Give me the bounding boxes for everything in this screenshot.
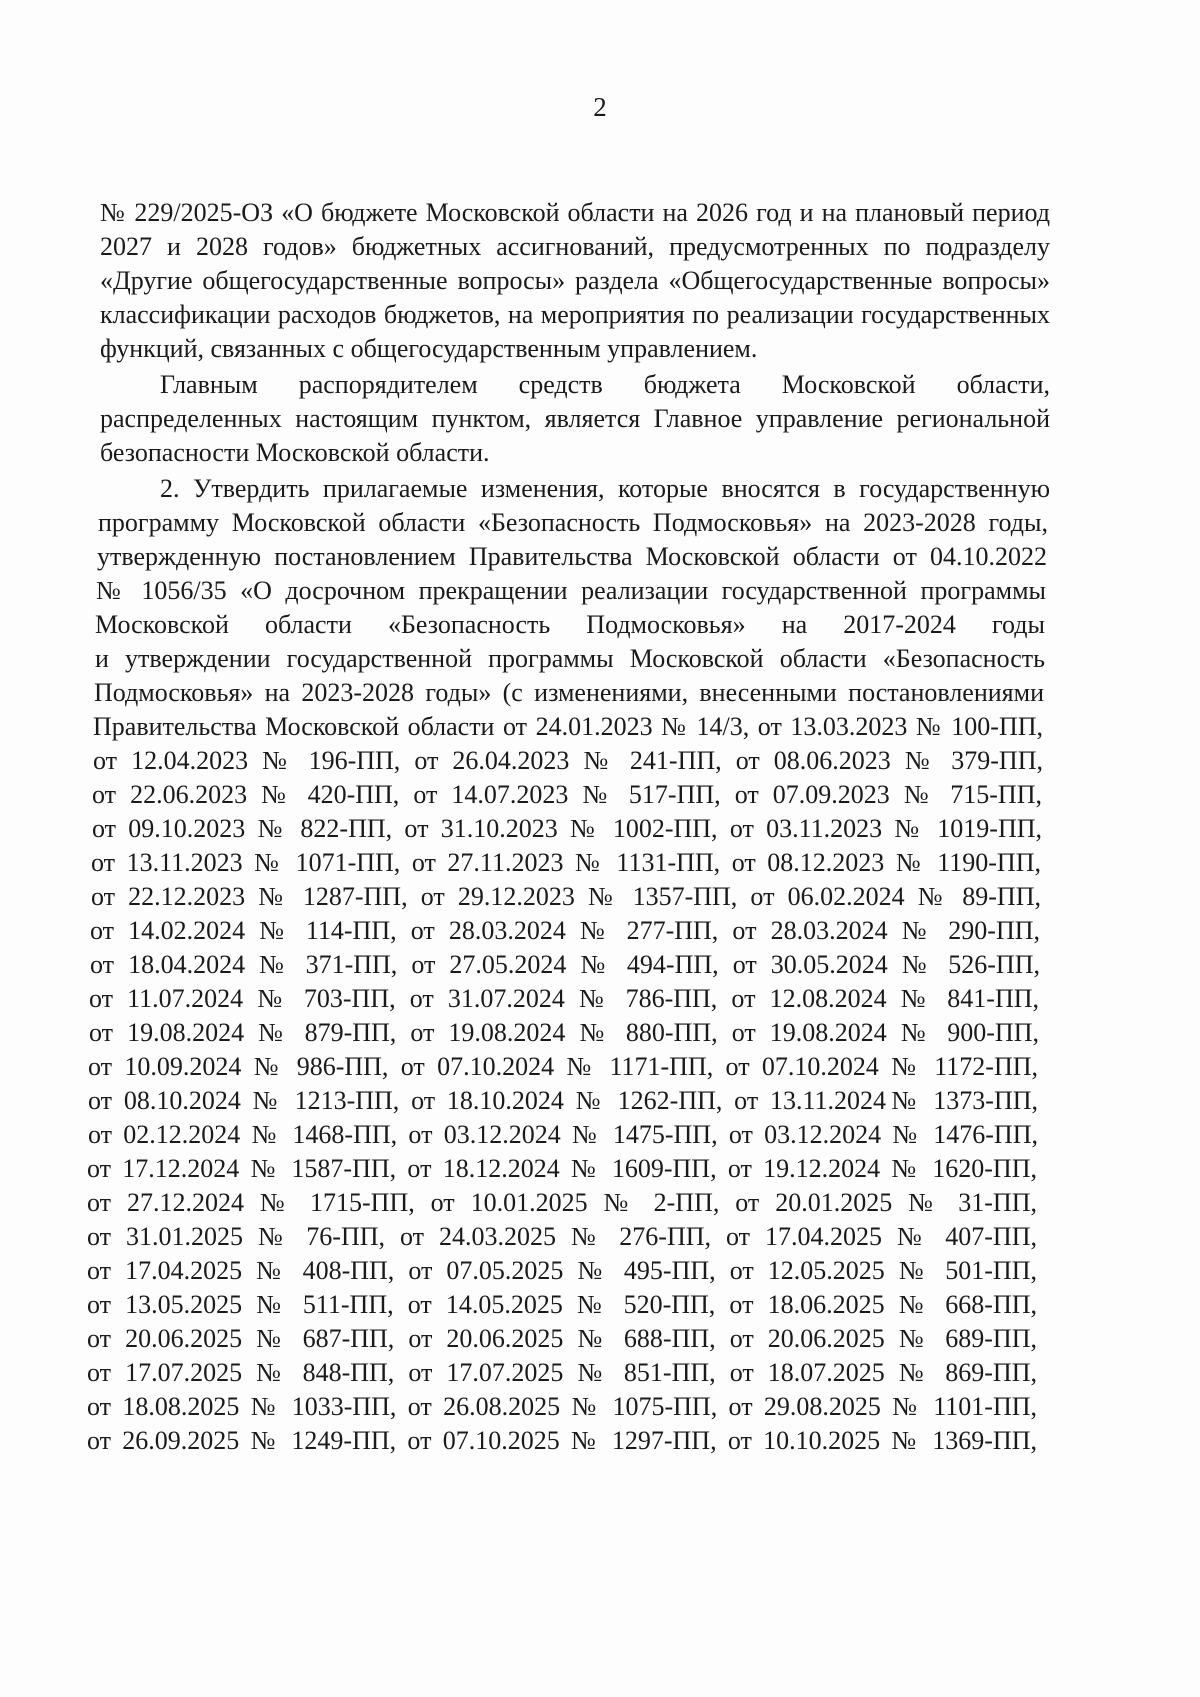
text-line bbox=[0, 1152, 1200, 1186]
text-line bbox=[0, 436, 1200, 470]
text-line bbox=[0, 196, 1200, 230]
text-line bbox=[0, 1118, 1200, 1152]
text-line bbox=[0, 1322, 1200, 1356]
text-line bbox=[0, 402, 1200, 436]
text-line-content: 2027 и 2028 годов» бюджетных ассигнований, предусмотренных по подразделу bbox=[100, 232, 1050, 261]
text-line bbox=[0, 230, 1200, 264]
text-line-content: Главным распорядителем средств бюджета Московской области, bbox=[160, 370, 1050, 399]
page-number: 2 bbox=[593, 92, 607, 122]
text-line bbox=[0, 506, 1200, 540]
text-line bbox=[0, 298, 1200, 332]
text-line-content: от 31.01.2025 № 76-ПП, от 24.03.2025 № 276-ПП, от 17.04.2025 № 407-ПП, bbox=[87, 1222, 1037, 1251]
text-line-content: от 22.06.2023 № 420-ПП, от 14.07.2023 № 517-ПП, от 07.09.2023 № 715-ПП, bbox=[92, 780, 1042, 809]
text-line bbox=[0, 1050, 1200, 1084]
text-line bbox=[0, 332, 1200, 366]
text-line-content: распределенных настоящим пунктом, является Главное управление региональной bbox=[100, 404, 1050, 433]
text-line bbox=[0, 1186, 1200, 1220]
text-line-content: от 17.12.2024 № 1587-ПП, от 18.12.2024 № 1609-ПП, от 19.12.2024 № 1620-ПП, bbox=[87, 1154, 1037, 1183]
text-line bbox=[0, 264, 1200, 298]
text-line bbox=[0, 676, 1200, 710]
text-line bbox=[0, 1016, 1200, 1050]
text-line-content: Правительства Московской области от 24.01.2023 № 14/3, от 13.03.2023 № 100-ПП, bbox=[93, 712, 1043, 741]
text-line-content: 2. Утвердить прилагаемые изменения, которые вносятся в государственную bbox=[160, 474, 1050, 503]
text-line-content: от 11.07.2024 № 703-ПП, от 31.07.2024 № 786-ПП, от 12.08.2024 № 841-ПП, bbox=[89, 984, 1039, 1013]
text-line bbox=[0, 982, 1200, 1016]
text-line bbox=[0, 1084, 1200, 1118]
text-line bbox=[0, 846, 1200, 880]
text-line-content: безопасности Московской области. bbox=[100, 438, 490, 467]
text-line-content: «Другие общегосударственные вопросы» раздела «Общегосударственные вопросы» bbox=[100, 266, 1050, 295]
text-line-content: № 229/2025-ОЗ «О бюджете Московской области на 2026 год и на плановый период bbox=[100, 198, 1050, 227]
text-line-content: функций, связанных с общегосударственным управлением. bbox=[100, 334, 758, 363]
text-line bbox=[0, 608, 1200, 642]
text-line bbox=[0, 710, 1200, 744]
text-line bbox=[0, 778, 1200, 812]
text-line-content: от 26.09.2025 № 1249-ПП, от 07.10.2025 № 1297-ПП, от 10.10.2025 № 1369-ПП, bbox=[87, 1426, 1037, 1455]
text-line bbox=[0, 1220, 1200, 1254]
text-line-content: и утверждении государственной программы Московской области «Безопасность bbox=[95, 644, 1045, 673]
text-line bbox=[0, 1356, 1200, 1390]
text-line-content: № 1056/35 «О досрочном прекращении реализации государственной программы bbox=[96, 576, 1046, 605]
text-line-content: от 22.12.2023 № 1287-ПП, от 29.12.2023 № 1357-ПП, от 06.02.2024 № 89-ПП, bbox=[91, 882, 1041, 911]
text-line bbox=[0, 880, 1200, 914]
text-line bbox=[0, 1254, 1200, 1288]
text-line-content: от 17.04.2025 № 408-ПП, от 07.05.2025 № 495-ПП, от 12.05.2025 № 501-ПП, bbox=[87, 1256, 1037, 1285]
text-line-content: от 18.08.2025 № 1033-ПП, от 26.08.2025 № 1075-ПП, от 29.08.2025 № 1101-ПП, bbox=[87, 1392, 1037, 1421]
text-line bbox=[0, 642, 1200, 676]
text-line bbox=[0, 914, 1200, 948]
text-line-content: от 02.12.2024 № 1468-ПП, от 03.12.2024 № 1475-ПП, от 03.12.2024 № 1476-ПП, bbox=[88, 1120, 1038, 1149]
text-line-content: от 09.10.2023 № 822-ПП, от 31.10.2023 № 1002-ПП, от 03.11.2023 № 1019-ПП, bbox=[92, 814, 1042, 843]
text-line-content: от 14.02.2024 № 114-ПП, от 28.03.2024 № 277-ПП, от 28.03.2024 № 290-ПП, bbox=[90, 916, 1040, 945]
text-line bbox=[0, 812, 1200, 846]
text-line-content: утвержденную постановлением Правительства Московской области от 04.10.2022 bbox=[97, 542, 1047, 571]
text-line-content: от 10.09.2024 № 986-ПП, от 07.10.2024 № 1171-ПП, от 07.10.2024 № 1172-ПП, bbox=[88, 1052, 1038, 1081]
text-line-content: от 13.05.2025 № 511-ПП, от 14.05.2025 № 520-ПП, от 18.06.2025 № 668-ПП, bbox=[87, 1290, 1037, 1319]
text-line-content: от 17.07.2025 № 848-ПП, от 17.07.2025 № 851-ПП, от 18.07.2025 № 869-ПП, bbox=[87, 1358, 1037, 1387]
text-line-content: Подмосковья» на 2023-2028 годы» (с изменениями, внесенными постановлениями bbox=[94, 678, 1044, 707]
text-line bbox=[0, 574, 1200, 608]
text-line bbox=[0, 948, 1200, 982]
text-line-content: от 20.06.2025 № 687-ПП, от 20.06.2025 № 688-ПП, от 20.06.2025 № 689-ПП, bbox=[87, 1324, 1037, 1353]
text-line-content: программу Московской области «Безопасность Подмосковья» на 2023-2028 годы, bbox=[98, 508, 1048, 537]
text-line-content: классификации расходов бюджетов, на мероприятия по реализации государственных bbox=[100, 300, 1050, 329]
text-line bbox=[0, 1390, 1200, 1424]
text-line bbox=[0, 540, 1200, 574]
text-line-content: от 08.10.2024 № 1213-ПП, от 18.10.2024 № 1262-ПП, от 13.11.2024№ 1373-ПП, bbox=[88, 1086, 1038, 1115]
text-line bbox=[0, 368, 1200, 402]
text-line bbox=[0, 744, 1200, 778]
text-line-content: от 13.11.2023 № 1071-ПП, от 27.11.2023 № 1131-ПП, от 08.12.2023 № 1190-ПП, bbox=[91, 848, 1041, 877]
text-line bbox=[0, 1288, 1200, 1322]
text-line-content: от 19.08.2024 № 879-ПП, от 19.08.2024 № 880-ПП, от 19.08.2024 № 900-ПП, bbox=[89, 1018, 1039, 1047]
text-line bbox=[0, 1424, 1200, 1458]
text-line-content: Московской области «Безопасность Подмосковья» на 2017-2024 годы bbox=[95, 610, 1045, 639]
text-line-content: от 27.12.2024 № 1715-ПП, от 10.01.2025 № 2-ПП, от 20.01.2025 № 31-ПП, bbox=[87, 1188, 1037, 1217]
text-line-content: от 18.04.2024 № 371-ПП, от 27.05.2024 № 494-ПП, от 30.05.2024 № 526-ПП, bbox=[90, 950, 1040, 979]
text-line-content: от 12.04.2023 № 196-ПП, от 26.04.2023 № 241-ПП, от 08.06.2023 № 379-ПП, bbox=[93, 746, 1043, 775]
text-line bbox=[0, 472, 1200, 506]
